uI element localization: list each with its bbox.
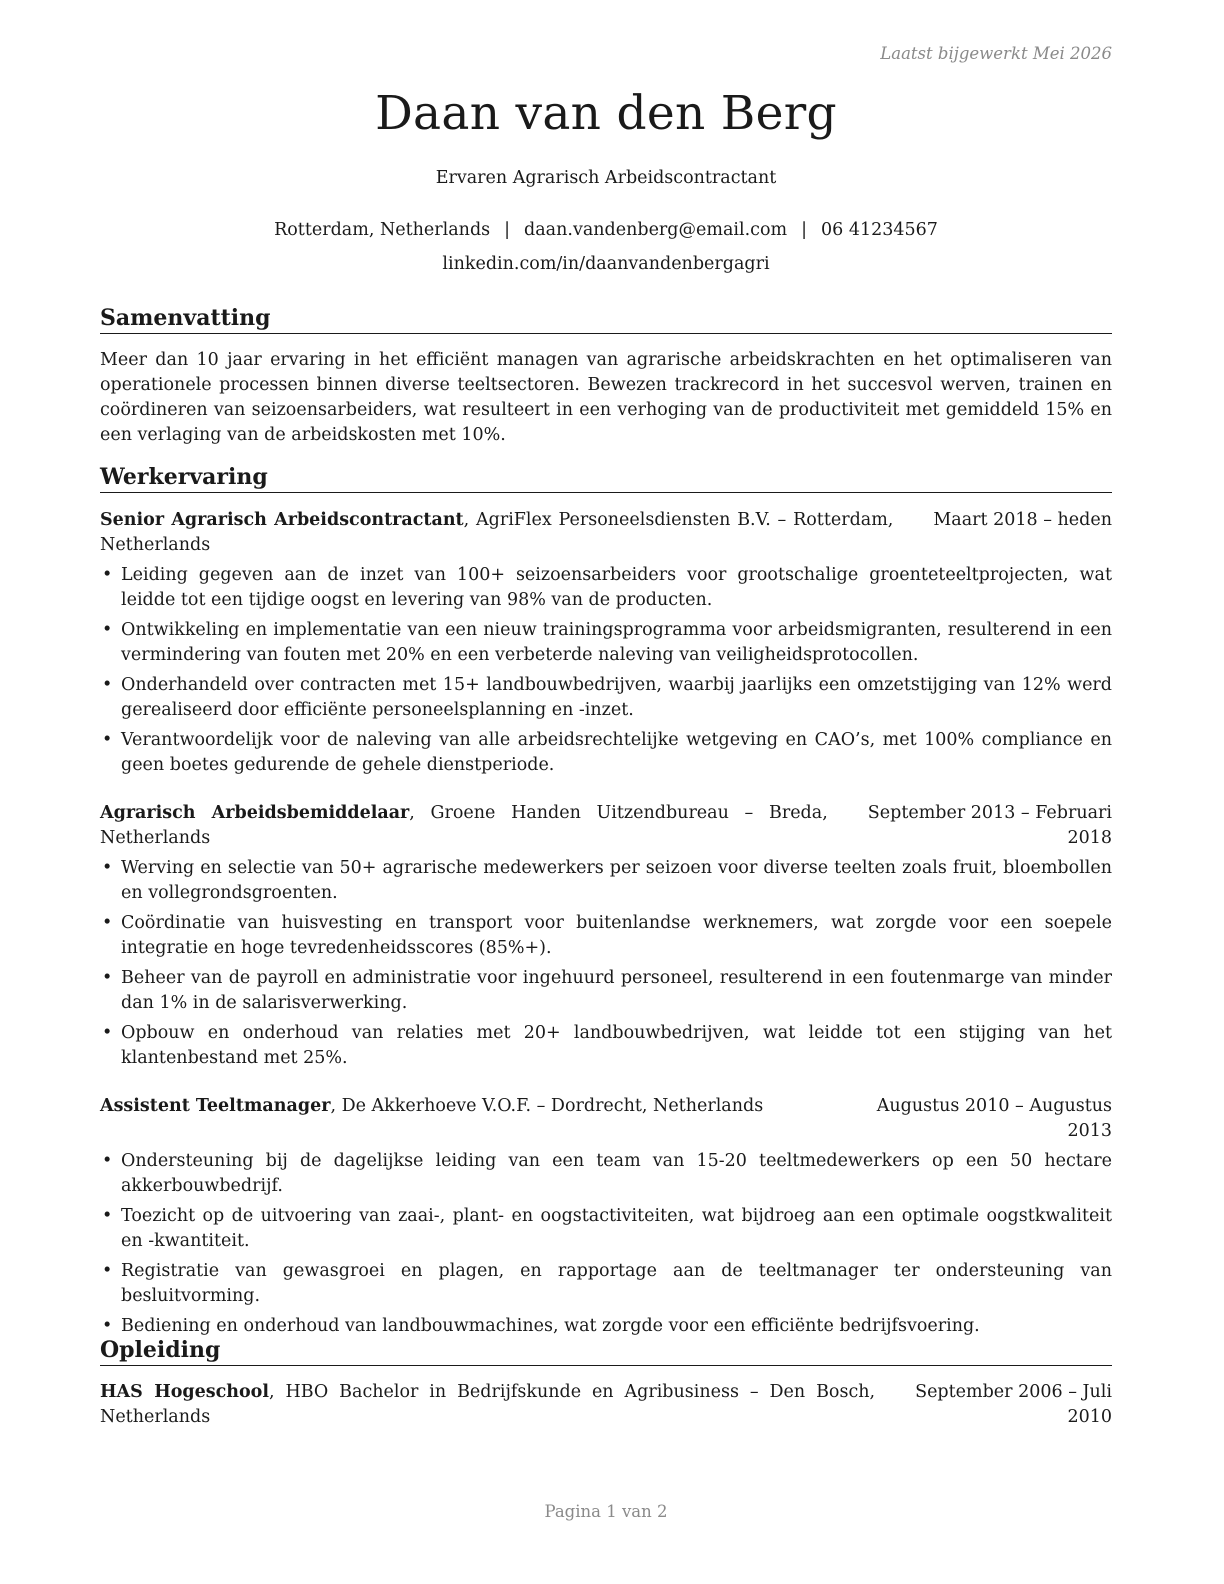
job-bullet: • Ontwikkeling en implementatie van een nieuw trainingsprogramma voor arbeidsmigranten, resulterend in een vermindering van fouten met 20% en een verbeterde naleving van veiligheidsprotocollen.	[100, 618, 1112, 668]
job-bullet: • Opbouw en onderhoud van relaties met 20+ landbouwbedrijven, wat leidde tot een stijging van het klantenbestand met 25%.	[100, 1021, 1112, 1071]
resume-page	[100, 0, 1112, 1584]
candidate-headline: Ervaren Agrarisch Arbeidscontractant	[435, 168, 777, 188]
job-dates-start: Augustus 2010 – Augustus	[876, 1096, 1112, 1116]
section-title-experience: Werkervaring	[100, 464, 1112, 493]
education-dates	[915, 1380, 1112, 1430]
contact-location: Rotterdam, Netherlands	[274, 220, 491, 240]
job-dates-end: 2018	[1067, 828, 1112, 848]
job-dates	[868, 801, 1112, 851]
contact-phone[interactable]: 06 41234567	[820, 220, 938, 240]
page-number: Pagina 1 van 2	[544, 1502, 668, 1521]
education-dates-end: 2010	[1067, 1407, 1112, 1427]
contact-separator: |	[504, 220, 511, 240]
education-entry	[100, 1380, 1112, 1430]
contact-email[interactable]: daan.vandenberg@email.com	[524, 220, 788, 240]
job-role: Agrarisch Arbeidsbemiddelaar	[100, 803, 410, 823]
job-entry	[100, 508, 1112, 783]
contact-linkedin[interactable]: linkedin.com/in/daanvandenbergagri	[442, 254, 770, 274]
job-employer: , De Akkerhoeve V.O.F. – Dordrecht, Netherlands	[330, 1096, 764, 1116]
job-dates	[877, 1094, 1112, 1144]
job-bullets	[100, 563, 1112, 778]
job-dates-end: 2013	[1067, 1121, 1112, 1141]
last-updated-note: Laatst bijgewerkt Mei 2026	[880, 44, 1112, 63]
job-employer: , AgriFlex Personeelsdiensten B.V. – Rotterdam, Netherlands	[100, 510, 894, 555]
education-title-line	[100, 1380, 915, 1430]
job-bullet: • Ondersteuning bij de dagelijkse leiding van een team van 15-20 teeltmedewerkers op een 50 hectare akkerbouwbedrijf.	[100, 1149, 1112, 1199]
education-header	[100, 1380, 1112, 1430]
job-header	[100, 801, 1112, 851]
contact-separator: |	[801, 220, 807, 240]
job-bullet: • Bediening en onderhoud van landbouwmachines, wat zorgde voor een efficiënte bedrijfsvoering.	[100, 1314, 1112, 1339]
job-header	[100, 1094, 1112, 1144]
job-entry	[100, 801, 1112, 1076]
job-bullet: • Verantwoordelijk voor de naleving van alle arbeidsrechtelijke wetgeving en CAO’s, met 100% compliance en geen boetes gedurende de gehele dienstperiode.	[100, 728, 1112, 778]
job-bullets	[100, 856, 1112, 1071]
education-school: HAS Hogeschool	[100, 1382, 269, 1402]
education-degree: , HBO Bachelor in Bedrijfskunde en Agribusiness – Den Bosch, Netherlands	[100, 1382, 876, 1427]
job-bullet: • Toezicht op de uitvoering van zaai-, plant- en oogstactiviteiten, wat bijdroeg aan een optimale oogstkwaliteit en -kwantiteit.	[100, 1204, 1112, 1254]
job-dates: Maart 2018 – heden	[933, 510, 1112, 530]
job-bullet: • Coördinatie van huisvesting en transport voor buitenlandse werknemers, wat zorgde voor een soepele integratie en hoge tevredenheidsscores (85%+).	[100, 911, 1112, 961]
job-bullets	[100, 1149, 1112, 1339]
job-title-line	[100, 1094, 877, 1119]
job-header	[100, 508, 1112, 558]
job-bullet: • Onderhandeld over contracten met 15+ landbouwbedrijven, waarbij jaarlijks een omzetstijging van 12% werd gerealiseerd door efficiënte personeelsplanning en -inzet.	[100, 673, 1112, 723]
job-bullet: • Beheer van de payroll en administratie voor ingehuurd personeel, resulterend in een foutenmarge van minder dan 1% in de salarisverwerking.	[100, 966, 1112, 1016]
candidate-name: Daan van den Berg	[375, 86, 837, 141]
job-dates-start: September 2013 – Februari	[867, 803, 1112, 823]
job-role: Senior Agrarisch Arbeidscontractant	[100, 510, 464, 530]
job-bullet: • Leiding gegeven aan de inzet van 100+ seizoensarbeiders voor grootschalige groenteteeltprojecten, wat leidde tot een tijdige oogst en levering van 98% van de producten.	[100, 563, 1112, 613]
contact-line	[100, 220, 1112, 240]
job-bullet: • Werving en selectie van 50+ agrarische medewerkers per seizoen voor diverse teelten zoals fruit, bloembollen en vollegrondsgroenten.	[100, 856, 1112, 906]
job-entry	[100, 1094, 1112, 1344]
section-title-education: Opleiding	[100, 1337, 1112, 1366]
job-title-line	[100, 508, 933, 558]
job-employer: , Groene Handen Uitzendbureau – Breda, Netherlands	[100, 803, 828, 848]
job-bullet: • Registratie van gewasgroei en plagen, en rapportage aan de teeltmanager ter ondersteuning van besluitvorming.	[100, 1259, 1112, 1309]
summary-text: Meer dan 10 jaar ervaring in het efficiënt managen van agrarische arbeidskrachten en het optimaliseren van operationele processen binnen diverse teeltsectoren. Bewezen trackrecord in het succesvol werven, trainen en coördineren van seizoensarbeiders, wat resulteert in een verhoging van de productiviteit met gemiddeld 15% en een verlaging van de arbeidskosten met 10%.	[100, 350, 1112, 445]
job-role: Assistent Teeltmanager	[100, 1096, 331, 1116]
job-title-line	[100, 801, 868, 851]
education-dates-start: September 2006 – Juli	[915, 1382, 1112, 1402]
section-title-summary: Samenvatting	[100, 305, 1112, 334]
